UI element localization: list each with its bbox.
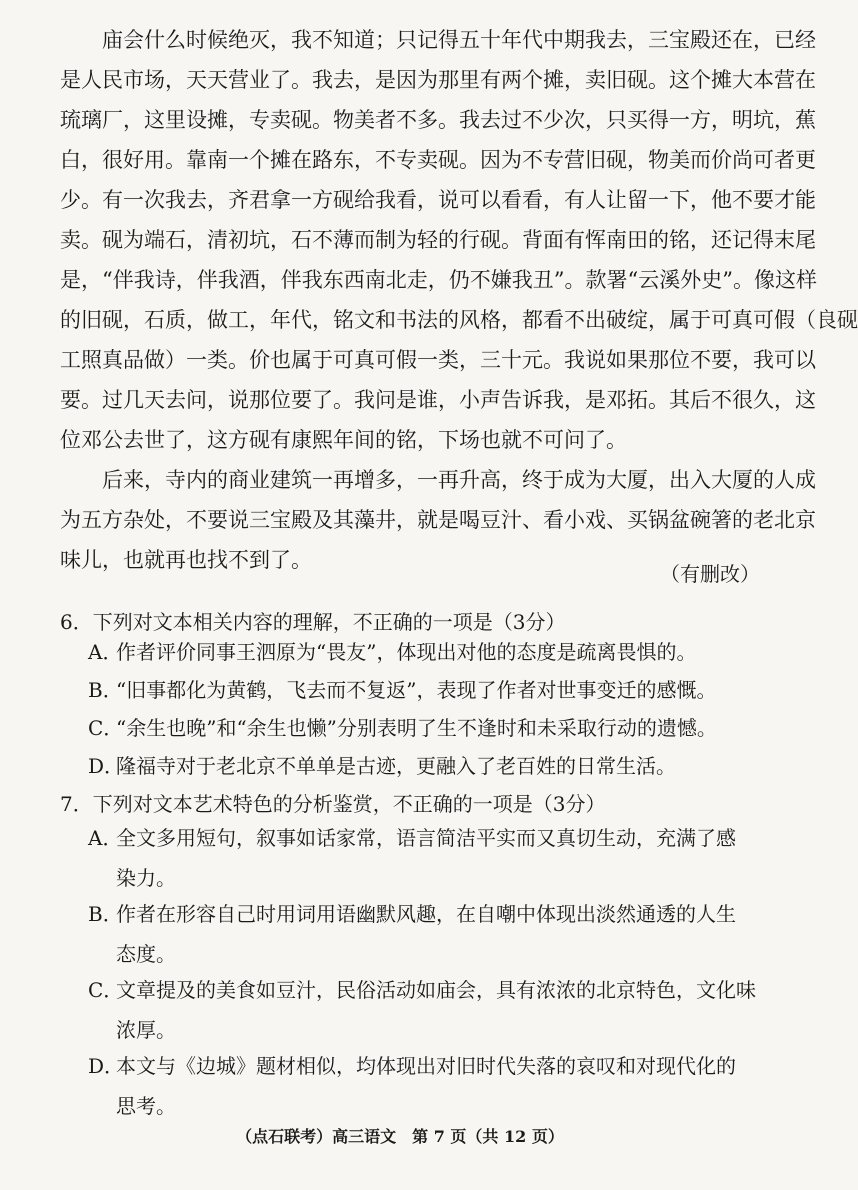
question-stem: 6．下列对文本相关内容的理解，不正确的一项是（3分） (60, 610, 566, 634)
option-label: B． (88, 902, 123, 926)
passage-line: 味儿，也就再也找不到了。 (60, 548, 312, 572)
passage-line: 为五方杂处，不要说三宝殿及其藻井，就是喝豆汁、看小戏、买锅盆碗箸的老北京 (60, 508, 816, 532)
option-label: D． (88, 754, 125, 778)
question-6-option-c[interactable] (88, 708, 772, 748)
passage-line: 的旧砚，石质，做工，年代，铭文和书法的风格，都看不出破绽，属于可真可假（良砚 (60, 308, 858, 332)
option-text-continued: 思考。 (116, 1094, 176, 1118)
passage-line: 卖。砚为端石，清初坑，石不薄而制为轻的行砚。背面有恽南田的铭，还记得末尾 (60, 228, 816, 252)
passage-line: 后来，寺内的商业建筑一再增多，一再升高，终于成为大厦，出入大厦的人成 (102, 468, 816, 492)
abridged-note: （有删改） (660, 562, 760, 586)
option-text: “旧事都化为黄鹤，飞去而不复返”，表现了作者对世事变迁的感慨。 (116, 678, 717, 702)
option-label: C． (88, 716, 124, 740)
option-label: B． (88, 678, 123, 702)
option-text: “余生也晚”和“余生也懒”分别表明了生不逢时和未采取行动的遗憾。 (116, 716, 717, 740)
option-text-continued: 染力。 (116, 866, 176, 890)
passage-line: 是人民市场，天天营业了。我去，是因为那里有两个摊，卖旧砚。这个摊大本营在 (60, 68, 816, 92)
question-6-option-a[interactable] (88, 632, 772, 672)
passage-line: 是，“伴我诗，伴我酒，伴我东西南北走，仍不嫌我丑”。款署“云溪外史”。像这样 (60, 268, 817, 292)
page-footer: （点石联考）高三语文 第 7 页（共 12 页） (236, 1127, 564, 1146)
option-label: A． (88, 640, 123, 664)
option-label: C． (88, 978, 124, 1002)
option-text-continued: 浓厚。 (116, 1018, 176, 1042)
question-stem: 7．下列对文本艺术特色的分析鉴赏，不正确的一项是（3分） (60, 792, 606, 816)
question-6-option-d[interactable] (88, 746, 772, 786)
passage-line: 少。有一次我去，齐君拿一方砚给我看，说可以看看，有人让留一下，他不要才能 (60, 188, 816, 212)
question-7-option-b[interactable] (88, 894, 772, 974)
option-label: A． (88, 826, 123, 850)
option-text-continued: 态度。 (116, 942, 176, 966)
question-7-option-d[interactable] (88, 1046, 772, 1126)
option-text: 作者在形容自己时用词用语幽默风趣，在自嘲中体现出淡然通透的人生 (116, 902, 736, 926)
passage-line: 庙会什么时候绝灭，我不知道；只记得五十年代中期我去，三宝殿还在，已经 (102, 28, 816, 52)
option-text: 隆福寺对于老北京不单单是古迹，更融入了老百姓的日常生活。 (116, 754, 676, 778)
option-text: 全文多用短句，叙事如话家常，语言简洁平实而又真切生动，充满了感 (116, 826, 736, 850)
question-6-option-b[interactable] (88, 670, 772, 710)
option-label: D． (88, 1054, 125, 1078)
option-text: 作者评价同事王泗原为“畏友”，体现出对他的态度是疏离畏惧的。 (116, 640, 697, 664)
passage-paragraph-1 (60, 20, 858, 460)
passage-line: 琉璃厂，这里设摊，专卖砚。物美者不多。我去过不少次，只买得一方，明坑，蕉 (60, 108, 816, 132)
question-7-option-c[interactable] (88, 970, 772, 1050)
option-text: 文章提及的美食如豆汁，民俗活动如庙会，具有浓浓的北京特色，文化味 (116, 978, 756, 1002)
passage-paragraph-2 (60, 460, 816, 580)
passage-line: 要。过几天去问，说那位要了。我问是谁，小声告诉我，是邓拓。其后不很久，这 (60, 388, 816, 412)
question-7-option-a[interactable] (88, 818, 772, 898)
option-text: 本文与《边城》题材相似，均体现出对旧时代失落的哀叹和对现代化的 (116, 1054, 736, 1078)
passage-line: 白，很好用。靠南一个摊在路东，不专卖砚。因为不专营旧砚，物美而价尚可者更 (60, 148, 816, 172)
passage-line: 工照真品做）一类。价也属于可真可假一类，三十元。我说如果那位不要，我可以 (60, 348, 816, 372)
passage-line: 位邓公去世了，这方砚有康熙年间的铭，下场也就不可问了。 (60, 428, 627, 452)
